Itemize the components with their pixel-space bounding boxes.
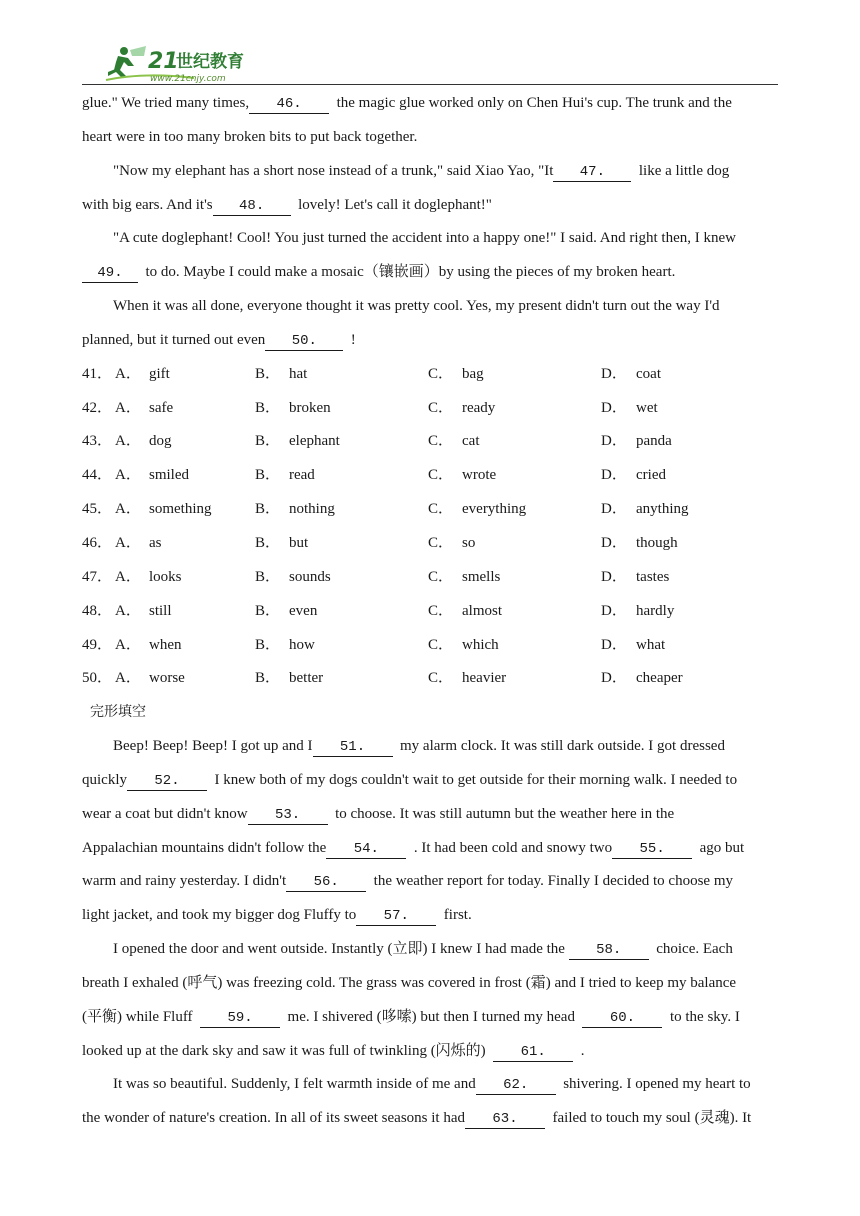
- blank-53: 53.: [248, 807, 328, 825]
- passage-line: breath I exhaled (呼气) was freezing cold. The grass was covered in frost (霜) and I tried to keep my balance: [82, 974, 737, 991]
- option-letter-c: C．: [428, 636, 454, 653]
- site-logo: [104, 42, 284, 86]
- option-a: smiled: [149, 467, 189, 484]
- passage-line: (平衡) while Fluff 59. me. I shivered (哆嗦) but then I turned my head 60. to the sky. I: [82, 1008, 740, 1026]
- option-b: sounds: [289, 568, 331, 585]
- option-a: something: [149, 501, 212, 518]
- svg-text:21: 21: [148, 49, 179, 74]
- blank-52: 52.: [127, 773, 207, 791]
- blank-49: 49.: [82, 265, 138, 283]
- question-number: 44．: [82, 467, 113, 484]
- option-letter-d: D．: [601, 501, 627, 518]
- option-a: safe: [149, 399, 174, 416]
- option-d: coat: [636, 365, 661, 382]
- option-b: elephant: [289, 433, 340, 450]
- question-list: [82, 358, 778, 696]
- option-b: even: [289, 602, 318, 619]
- passage-line: the wonder of nature's creation. In all of its sweet seasons it had 63. failed to touch my soul (灵魂). It: [82, 1110, 752, 1128]
- page-header: [82, 38, 778, 86]
- blank-47: 47.: [553, 164, 631, 182]
- option-b: nothing: [289, 501, 335, 518]
- option-letter-c: C．: [428, 670, 454, 687]
- passage-line: It was so beautiful. Suddenly, I felt warmth inside of me and 62. shivering. I opened my heart to: [113, 1076, 751, 1094]
- option-a: dog: [149, 433, 172, 450]
- option-letter-a: A．: [115, 602, 141, 619]
- option-letter-d: D．: [601, 433, 627, 450]
- blank-59: 59.: [200, 1010, 280, 1028]
- passage-line: warm and rainy yesterday. I didn't 56. the weather report for today. Finally I decided to choose my: [82, 873, 733, 891]
- question-number: 48．: [82, 602, 113, 619]
- option-letter-c: C．: [428, 602, 454, 619]
- option-letter-d: D．: [601, 602, 627, 619]
- passage-line: looked up at the dark sky and saw it was full of twinkling (闪烁的) 61. .: [82, 1042, 585, 1060]
- passage-line: quickly 52. I knew both of my dogs couldn't wait to get outside for their morning walk. I needed to: [82, 771, 738, 789]
- question-row: [82, 561, 778, 595]
- question-number: 50．: [82, 670, 113, 687]
- blank-51: 51.: [313, 739, 393, 757]
- question-row: [82, 662, 778, 696]
- blank-56: 56.: [286, 874, 366, 892]
- option-d: cheaper: [636, 670, 683, 687]
- option-a: still: [149, 602, 172, 619]
- option-letter-b: B．: [255, 365, 281, 382]
- option-c: almost: [462, 602, 502, 619]
- option-a: gift: [149, 365, 170, 382]
- option-letter-d: D．: [601, 365, 627, 382]
- blank-50: 50.: [265, 333, 343, 351]
- option-a: looks: [149, 568, 182, 585]
- blank-48: 48.: [213, 198, 291, 216]
- option-d: what: [636, 636, 666, 653]
- option-c: cat: [462, 433, 480, 450]
- question-number: 45．: [82, 501, 113, 518]
- option-c: smells: [462, 568, 501, 585]
- option-letter-d: D．: [601, 670, 627, 687]
- option-letter-c: C．: [428, 365, 454, 382]
- option-c: which: [462, 636, 499, 653]
- blank-63: 63.: [465, 1111, 545, 1129]
- option-letter-b: B．: [255, 534, 281, 551]
- page-content: [82, 87, 778, 1136]
- option-letter-a: A．: [115, 365, 141, 382]
- passage-line: 49. to do. Maybe I could make a mosaic（镶嵌画）by using the pieces of my broken heart.: [82, 256, 778, 290]
- option-letter-d: D．: [601, 568, 627, 585]
- question-row: [82, 392, 778, 426]
- option-letter-d: D．: [601, 636, 627, 653]
- question-number: 42．: [82, 399, 113, 416]
- question-row: [82, 595, 778, 629]
- option-letter-b: B．: [255, 670, 281, 687]
- passage-line: glue." We tried many times, 46. the magic glue worked only on Chen Hui's cup. The trunk and the: [82, 95, 732, 112]
- option-d: panda: [636, 433, 672, 450]
- option-d: hardly: [636, 602, 675, 619]
- header-divider: [82, 84, 778, 85]
- option-d: wet: [636, 399, 658, 416]
- svg-text:www.21cnjy.com: www.21cnjy.com: [150, 74, 226, 84]
- option-letter-c: C．: [428, 568, 454, 585]
- option-b: how: [289, 636, 315, 653]
- option-b: broken: [289, 399, 331, 416]
- option-letter-a: A．: [115, 501, 141, 518]
- blank-61: 61.: [493, 1044, 573, 1062]
- question-row: [82, 358, 778, 392]
- option-letter-a: A．: [115, 534, 141, 551]
- question-number: 43．: [82, 433, 113, 450]
- option-letter-b: B．: [255, 433, 281, 450]
- option-letter-b: B．: [255, 636, 281, 653]
- blank-57: 57.: [356, 908, 436, 926]
- passage-line: When it was all done, everyone thought it was pretty cool. Yes, my present didn't turn out the way I'd: [113, 298, 720, 315]
- blank-62: 62.: [476, 1077, 556, 1095]
- option-b: read: [289, 467, 315, 484]
- option-letter-c: C．: [428, 534, 454, 551]
- passage-line: "A cute doglephant! Cool! You just turned the accident into a happy one!" I said. And right then, I knew: [113, 230, 736, 247]
- option-letter-a: A．: [115, 636, 141, 653]
- blank-58: 58.: [569, 942, 649, 960]
- passage-line: wear a coat but didn't know 53. to choose. It was still autumn but the weather here in the: [82, 805, 675, 823]
- passage-line: I opened the door and went outside. Instantly (立即) I knew I had made the 58. choice. Each: [113, 941, 733, 959]
- question-number: 41．: [82, 365, 113, 382]
- option-c: so: [462, 534, 476, 551]
- question-number: 46．: [82, 534, 113, 551]
- passage-line: Appalachian mountains didn't follow the 54. . It had been cold and snowy two 55. ago but: [82, 839, 745, 857]
- option-a: as: [149, 534, 162, 551]
- question-row: [82, 459, 778, 493]
- option-d: cried: [636, 467, 666, 484]
- question-row: [82, 527, 778, 561]
- section-title: 完形填空: [90, 704, 146, 721]
- option-letter-b: B．: [255, 602, 281, 619]
- question-row: [82, 629, 778, 663]
- blank-46: 46.: [249, 96, 329, 114]
- option-letter-a: A．: [115, 399, 141, 416]
- option-letter-c: C．: [428, 433, 454, 450]
- option-d: tastes: [636, 568, 670, 585]
- passage-line: heart were in too many broken bits to put back together.: [82, 128, 418, 145]
- option-d: though: [636, 534, 678, 551]
- option-d: anything: [636, 501, 689, 518]
- blank-60: 60.: [582, 1010, 662, 1028]
- passage-line: "Now my elephant has a short nose instead of a trunk," said Xiao Yao, "It 47. like a little dog: [113, 162, 730, 180]
- option-letter-a: A．: [115, 467, 141, 484]
- option-c: ready: [462, 399, 496, 416]
- option-letter-d: D．: [601, 399, 627, 416]
- option-a: when: [149, 636, 182, 653]
- option-letter-c: C．: [428, 501, 454, 518]
- option-letter-b: B．: [255, 399, 281, 416]
- passage-line: with big ears. And it's 48. lovely! Let's call it doglephant!": [82, 196, 492, 214]
- option-a: worse: [149, 670, 185, 687]
- option-c: bag: [462, 365, 484, 382]
- option-letter-a: A．: [115, 568, 141, 585]
- option-letter-a: A．: [115, 670, 141, 687]
- option-letter-c: C．: [428, 467, 454, 484]
- passage-line: planned, but it turned out even 50. !: [82, 331, 356, 349]
- option-letter-c: C．: [428, 399, 454, 416]
- question-row: [82, 493, 778, 527]
- question-row: [82, 425, 778, 459]
- option-b: hat: [289, 365, 308, 382]
- option-letter-b: B．: [255, 467, 281, 484]
- option-letter-b: B．: [255, 501, 281, 518]
- option-letter-d: D．: [601, 467, 627, 484]
- option-b: but: [289, 534, 309, 551]
- option-c: heavier: [462, 670, 507, 687]
- blank-54: 54.: [326, 841, 406, 859]
- question-number: 49．: [82, 636, 113, 653]
- passage-line: Beep! Beep! Beep! I got up and I 51. my alarm clock. It was still dark outside. I got dressed: [113, 738, 725, 756]
- option-c: wrote: [462, 467, 497, 484]
- option-letter-b: B．: [255, 568, 281, 585]
- option-letter-a: A．: [115, 433, 141, 450]
- option-b: better: [289, 670, 324, 687]
- passage-line: light jacket, and took my bigger dog Fluffy to 57. first.: [82, 907, 472, 925]
- option-c: everything: [462, 501, 527, 518]
- option-letter-d: D．: [601, 534, 627, 551]
- svg-text:世纪教育: 世纪教育: [176, 52, 244, 72]
- question-number: 47．: [82, 568, 113, 585]
- blank-55: 55.: [612, 841, 692, 859]
